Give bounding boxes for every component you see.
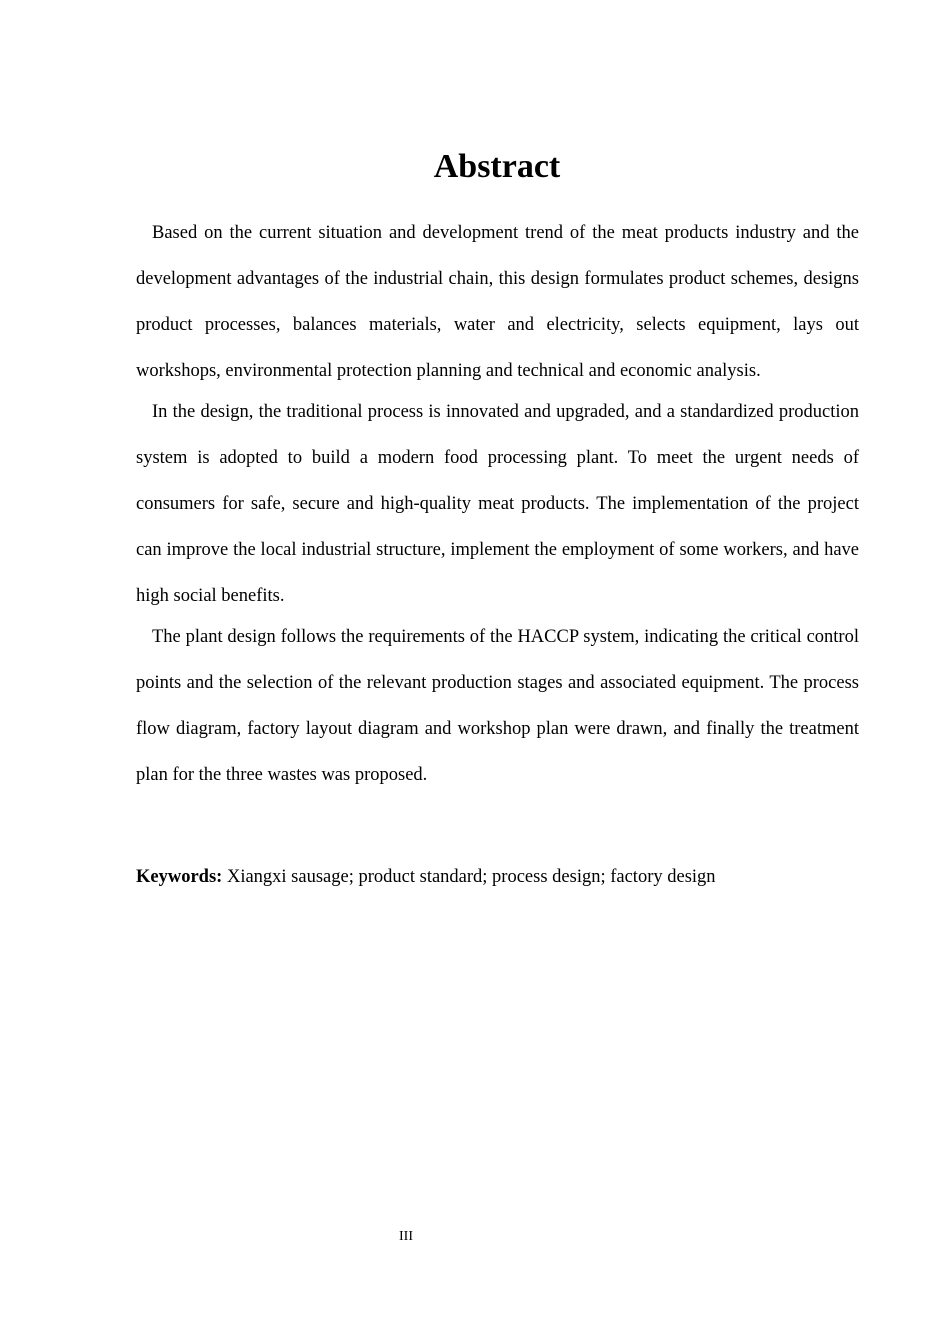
keywords-text: Xiangxi sausage; product standard; process design; factory design <box>222 867 716 887</box>
abstract-body <box>136 210 859 798</box>
page-number: III <box>399 1229 413 1244</box>
abstract-paragraph-3: The plant design follows the requirements of the HACCP system, indicating the critical control points and the selection of the relevant production stages and associated equipment. The process flow diagram, factory layout diagram and workshop plan were drawn, and finally the treatment plan for the three wastes was proposed. <box>136 627 859 785</box>
abstract-paragraph-1: Based on the current situation and development trend of the meat products industry and the development advantages of the industrial chain, this design formulates product schemes, designs product processes, balances materials, water and electricity, selects equipment, lays out workshops, environmental protection planning and technical and economic analysis. <box>136 223 859 381</box>
abstract-title: Abstract <box>433 148 561 185</box>
abstract-paragraph-2: In the design, the traditional process is innovated and upgraded, and a standardized production system is adopted to build a modern food processing plant. To meet the urgent needs of consumers for safe, secure and high-quality meat products. The implementation of the project can improve the local industrial structure, implement the employment of some workers, and have high social benefits. <box>136 402 859 606</box>
keywords-label: Keywords: <box>136 867 223 887</box>
keywords-line <box>136 864 859 890</box>
